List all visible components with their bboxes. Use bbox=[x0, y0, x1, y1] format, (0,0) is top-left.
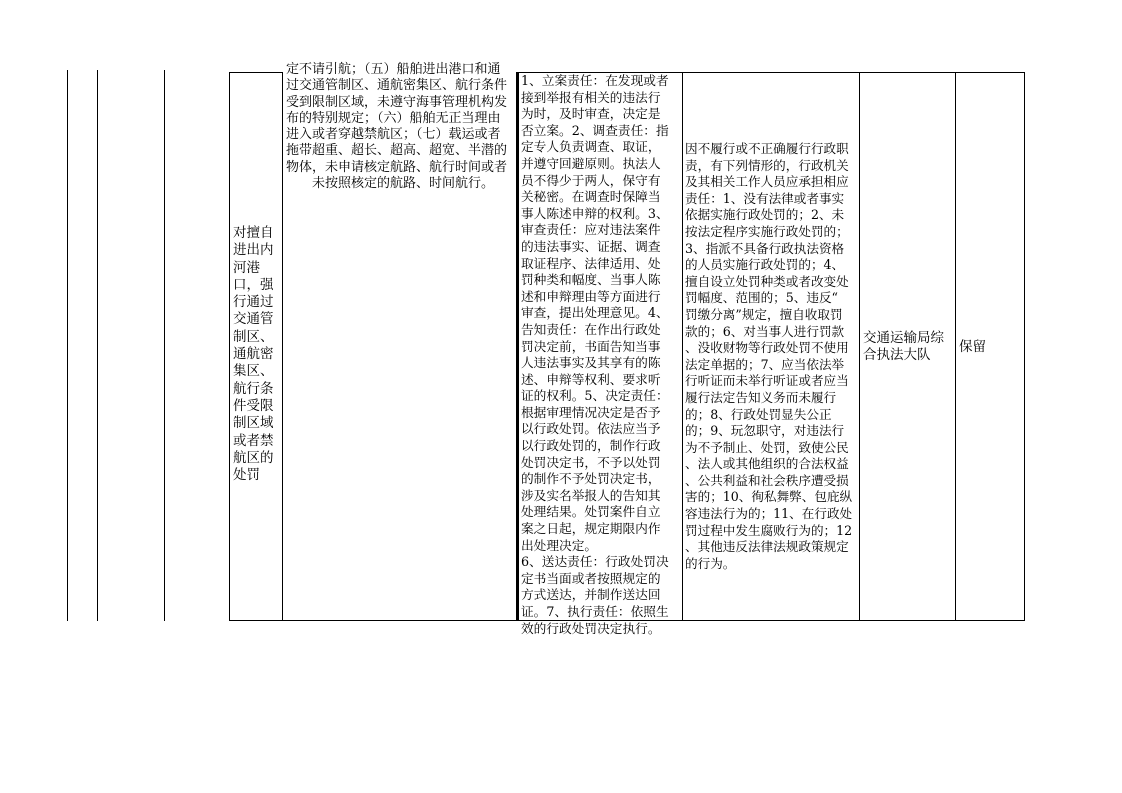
accountability-line: 、公共利益和社会秩序遭受损 bbox=[685, 472, 849, 488]
implementing-unit-line: 交通运输局综 bbox=[863, 330, 944, 346]
accountability-line: 的行为。 bbox=[685, 555, 736, 571]
accountability-line: 因不履行或不正确履行行政职 bbox=[685, 141, 849, 156]
responsibility-line: 审查责任：应对违法案件 bbox=[521, 222, 661, 238]
column-divider-6 bbox=[682, 72, 683, 621]
accountability-line: 罚缴分离”规定，擅自收取罚 bbox=[685, 306, 843, 322]
accountability-line: 及其相关工作人员应承担相应 bbox=[685, 174, 849, 190]
table-border-right bbox=[1024, 72, 1025, 621]
legal-basis-line: 物体，未申请核定航路、航行时间或者 bbox=[286, 159, 508, 175]
responsibility-line: 关秘密。在调查时保障当 bbox=[521, 189, 661, 205]
legal-basis-line: 布的特别规定；（六）船舶无正当理由 bbox=[286, 110, 501, 126]
column-divider-7 bbox=[859, 72, 860, 621]
column-divider-5 bbox=[516, 72, 519, 621]
responsibility-line: 定书当面或者按照规定的 bbox=[521, 570, 661, 586]
responsibility-line: 告知责任：在作出行政处 bbox=[521, 321, 661, 337]
row-top-border bbox=[229, 72, 283, 73]
note-text: 保留 bbox=[959, 339, 986, 355]
accountability-line: 依据实施行政处罚的；2、未 bbox=[685, 207, 845, 223]
responsibility-line: 的制作不予处罚决定书， bbox=[521, 471, 661, 487]
responsibility-line: 为时，及时审查，决定是 bbox=[521, 106, 661, 122]
accountability-line: 为不予制止、处罚，致使公民 bbox=[685, 439, 849, 455]
accountability-line: 款的；6、对当事人进行罚款 bbox=[685, 323, 845, 339]
accountability-line: 、没收财物等行政处罚不使用 bbox=[685, 340, 849, 356]
accountability-line: 擅自设立处罚种类或者改变处 bbox=[685, 273, 849, 289]
responsibility-cell bbox=[521, 73, 680, 636]
accountability-cell bbox=[685, 141, 857, 572]
accountability-line: 履行法定告知义务而未履行 bbox=[685, 389, 837, 405]
accountability-line: 的人员实施行政处罚的；4、 bbox=[685, 257, 845, 273]
legal-basis-line: 未按照核定的航路、时间航行。 bbox=[286, 176, 495, 192]
responsibility-line: 以行政处罚的，制作行政 bbox=[521, 438, 661, 454]
accountability-line: 罚幅度、范围的；5、违反“ bbox=[685, 290, 838, 306]
legal-basis-cell bbox=[286, 62, 516, 210]
legal-basis-line: 受到限制区域，未遵守海事管理机构发 bbox=[286, 94, 508, 110]
accountability-line: 、其他违反法律法规政策规定 bbox=[685, 539, 849, 555]
table-border-left bbox=[67, 70, 68, 621]
accountability-line: 法定单据的；7、应当依法举 bbox=[685, 356, 845, 372]
implementing-unit-line: 合执法大队 bbox=[863, 347, 931, 363]
implementing-unit-cell bbox=[863, 330, 955, 364]
responsibility-line: 接到举报有相关的违法行 bbox=[521, 89, 661, 105]
responsibility-line: 员不得少于两人，保守有 bbox=[521, 172, 661, 188]
responsibility-line: 6、送达责任：行政处罚决 bbox=[521, 554, 669, 570]
accountability-line: 责，有下列情形的，行政机关 bbox=[685, 157, 849, 173]
accountability-line: 3、指派不具备行政执法资格 bbox=[685, 240, 845, 256]
column-divider-1 bbox=[97, 70, 98, 621]
responsibility-line: 述和申辩理由等方面进行 bbox=[521, 288, 661, 304]
accountability-line: 的；9、玩忽职守，对违法行 bbox=[685, 423, 845, 439]
responsibility-line: 根据审理情况决定是否予 bbox=[521, 404, 661, 420]
accountability-line: 的；8、行政处罚显失公正 bbox=[685, 406, 832, 422]
legal-basis-line: 过交通管制区、通航密集区、航行条件 bbox=[286, 78, 508, 94]
accountability-line: 害的；10、徇私舞弊、包庇纵 bbox=[685, 489, 853, 505]
legal-basis-line: 拖带超重、超长、超高、超宽、半潜的 bbox=[286, 143, 508, 159]
responsibility-line: 涉及实名举报人的告知其 bbox=[521, 487, 661, 503]
responsibility-line: 事人陈述申辩的权利。3、 bbox=[521, 205, 669, 221]
responsibility-line: 案之日起，规定期限内作 bbox=[521, 521, 661, 537]
accountability-line: 行听证而未举行听证或者应当 bbox=[685, 373, 849, 389]
column-divider-2 bbox=[164, 70, 165, 621]
accountability-line: 责任：1、没有法律或者事实 bbox=[685, 190, 845, 206]
responsibility-line: 罚种类和幅度、当事人陈 bbox=[521, 272, 661, 288]
responsibility-line: 的违法事实、证据、调查 bbox=[521, 238, 661, 254]
responsibility-line: 否立案。2、调查责任：指 bbox=[521, 122, 669, 138]
responsibility-line: 证的权利。5、决定责任： bbox=[521, 388, 669, 404]
legal-basis-line: 进入或者穿越禁航区；（七）载运或者 bbox=[286, 127, 501, 143]
responsibility-line: 方式送达，并制作送达回 bbox=[521, 587, 661, 603]
responsibility-line: 1、立案责任：在发现或者 bbox=[521, 73, 669, 88]
responsibility-line: 并遵守回避原则。执法人 bbox=[521, 155, 661, 171]
column-divider-4 bbox=[282, 72, 283, 621]
item-name-cell bbox=[233, 225, 279, 484]
responsibility-line: 以行政处罚。依法应当予 bbox=[521, 421, 661, 437]
responsibility-line: 取证程序、法律适用、处 bbox=[521, 255, 661, 271]
responsibility-line: 出处理决定。 bbox=[521, 537, 598, 553]
responsibility-line: 效的行政处罚决定执行。 bbox=[521, 620, 661, 636]
legal-basis-line: 定不请引航；（五）船舶进出港口和通 bbox=[286, 62, 501, 77]
responsibility-line: 证。7、执行责任：依照生 bbox=[521, 604, 669, 619]
accountability-line: 按法定程序实施行政处罚的； bbox=[685, 223, 849, 239]
responsibility-line: 罚决定前，书面告知当事 bbox=[521, 338, 661, 354]
responsibility-line: 定专人负责调查、取证， bbox=[521, 139, 661, 155]
column-divider-3 bbox=[229, 72, 230, 621]
accountability-line: 、法人或其他组织的合法权益 bbox=[685, 456, 849, 472]
accountability-line: 容违法行为的；11、在行政处 bbox=[685, 506, 853, 522]
responsibility-line: 审查，提出处理意见。4、 bbox=[521, 305, 669, 321]
responsibility-line: 处理结果。处罚案件自立 bbox=[521, 504, 661, 520]
responsibility-line: 述、申辩等权利、要求听 bbox=[521, 371, 661, 387]
item-name: 对擅自进出内河港口，强行通过交通管制区、通航密集区、航行条件受限制区域或者禁航区的处罚 bbox=[233, 225, 274, 484]
column-divider-8 bbox=[955, 72, 956, 621]
note-cell bbox=[959, 339, 1019, 356]
accountability-line: 罚过程中发生腐败行为的；12 bbox=[685, 522, 853, 538]
responsibility-line: 处罚决定书，不予以处罚 bbox=[521, 454, 661, 470]
responsibility-line: 人违法事实及其享有的陈 bbox=[521, 355, 661, 371]
